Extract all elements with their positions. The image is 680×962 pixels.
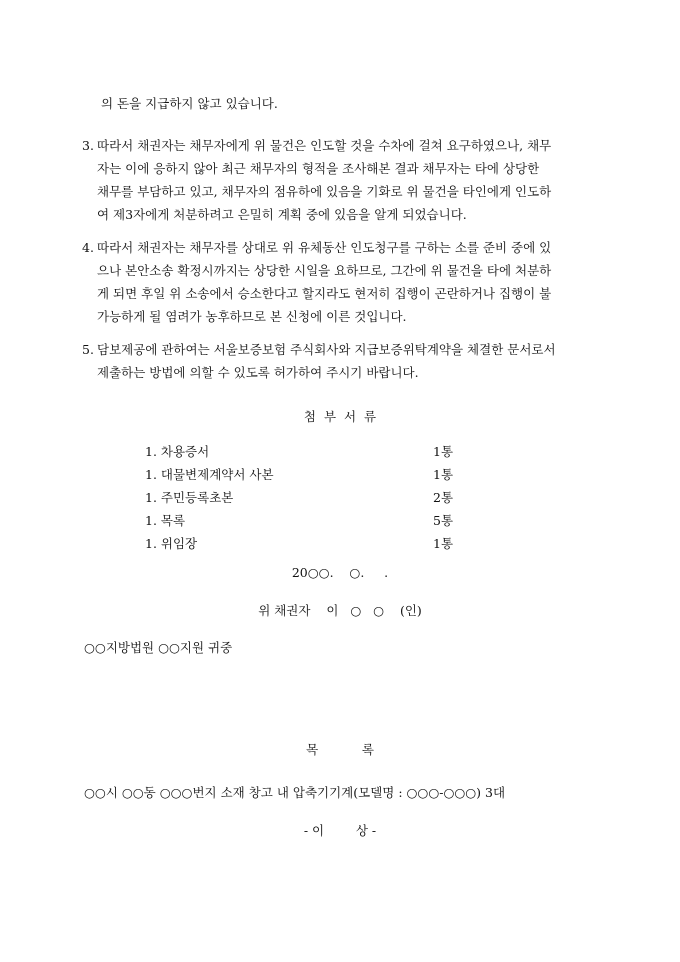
attachment-count: 1통 xyxy=(433,467,454,482)
item-number: 3. xyxy=(82,138,94,153)
paragraph-line: 따라서 채권자는 채무자에게 위 물건은 인도할 것을 수차에 걸쳐 요구하였으나, 채무 xyxy=(97,138,552,153)
attachment-count: 2통 xyxy=(433,490,454,505)
paragraph-line: 자는 이에 응하지 않아 최근 채무자의 형적을 조사해본 결과 채무자는 타에 상당한 xyxy=(97,161,540,176)
paragraph-line: 게 되면 후일 위 소송에서 승소한다고 할지라도 현저히 집행이 곤란하거나 집행이 불 xyxy=(97,286,552,301)
list-item: ○○시 ○○동 ○○○번지 소재 창고 내 압축기기계(모델명 : ○○○-○○○) 3대 xyxy=(84,785,506,800)
paragraph-line: 으나 본안소송 확정시까지는 상당한 시일을 요하므로, 그간에 위 물건을 타에 처분하 xyxy=(97,263,552,278)
item-number: 5. xyxy=(82,342,94,357)
attachment-count: 1통 xyxy=(433,444,454,459)
paragraph-line: 여 제3자에게 처분하려고 은밀히 계획 중에 있음을 알게 되었습니다. xyxy=(97,207,467,222)
attachments-heading: 첨 부 서 류 xyxy=(303,409,377,424)
attachment-name: 1. 대물변제계약서 사본 xyxy=(145,467,274,482)
attachment-name: 1. 목록 xyxy=(145,513,186,528)
attachment-name: 1. 차용증서 xyxy=(145,444,210,459)
document-date: 20○○. ○. . xyxy=(291,565,389,580)
attachment-name: 1. 위임장 xyxy=(145,536,198,551)
paragraph-line: 채무를 부담하고 있고, 채무자의 점유하에 있음을 기화로 위 물건을 타인에게 인도하 xyxy=(97,184,552,199)
end-mark: - 이 상 - xyxy=(303,823,377,838)
list-heading: 목 록 xyxy=(306,742,374,757)
attachment-name: 1. 주민등록초본 xyxy=(145,490,234,505)
creditor-signature: 위 채권자 이 ○ ○ (인) xyxy=(258,603,422,618)
paragraph-line: 따라서 채권자는 채무자를 상대로 위 유체동산 인도청구를 구하는 소를 준비 중에 있 xyxy=(97,240,552,255)
paragraph-line: 제출하는 방법에 의할 수 있도록 허가하여 주시기 바랍니다. xyxy=(97,365,419,380)
attachment-count: 1통 xyxy=(433,536,454,551)
paragraph-line: 가능하게 될 염려가 농후하므로 본 신청에 이른 것입니다. xyxy=(97,309,407,324)
paragraph-line: 담보제공에 관하여는 서울보증보험 주식회사와 지급보증위탁계약을 체결한 문서로서 xyxy=(97,342,556,357)
item-number: 4. xyxy=(82,240,94,255)
court-addressee: ○○지방법원 ○○지원 귀중 xyxy=(84,640,233,655)
attachment-count: 5통 xyxy=(433,513,454,528)
continuation-text: 의 돈을 지급하지 않고 있습니다. xyxy=(101,96,278,111)
